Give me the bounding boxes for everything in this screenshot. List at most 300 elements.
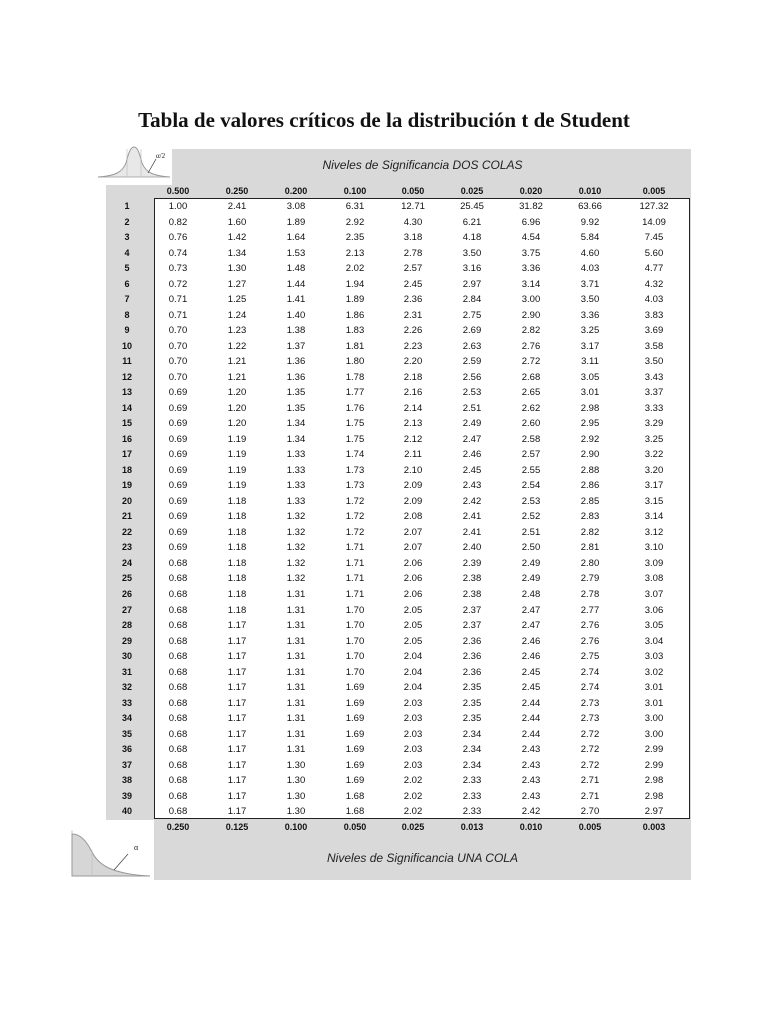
critical-value-cell: 2.49 bbox=[521, 557, 541, 569]
critical-value-cell: 3.36 bbox=[580, 309, 600, 321]
critical-value-cell: 2.73 bbox=[580, 713, 600, 725]
critical-value-cell: 1.71 bbox=[345, 589, 365, 600]
critical-value-cell: 2.36 bbox=[462, 635, 482, 647]
critical-value-cell: 2.04 bbox=[403, 682, 423, 694]
critical-value-cell: 3.05 bbox=[580, 371, 600, 383]
critical-value-cell: 2.69 bbox=[462, 325, 482, 337]
critical-value-cell: 2.50 bbox=[521, 542, 541, 554]
critical-value-cell: 2.36 bbox=[403, 294, 423, 306]
critical-value-cell: 0.82 bbox=[168, 216, 188, 228]
degrees-of-freedom-cell: 28 bbox=[121, 620, 132, 631]
critical-value-cell: 1.72 bbox=[345, 526, 365, 538]
critical-value-cell: 6.96 bbox=[521, 216, 541, 228]
critical-value-cell: 1.23 bbox=[227, 325, 247, 337]
critical-value-cell: 1.17 bbox=[227, 806, 247, 818]
critical-value-cell: 3.05 bbox=[644, 620, 664, 632]
critical-value-cell: 1.19 bbox=[227, 433, 247, 445]
critical-value-cell: 2.13 bbox=[403, 418, 423, 430]
critical-value-cell: 3.01 bbox=[644, 682, 664, 694]
degrees-of-freedom-cell: 38 bbox=[121, 775, 132, 786]
critical-value-cell: 2.65 bbox=[521, 387, 541, 399]
critical-value-cell: 2.82 bbox=[521, 325, 541, 337]
critical-value-cell: 2.99 bbox=[644, 759, 664, 771]
critical-value-cell: 2.26 bbox=[403, 325, 423, 337]
critical-value-cell: 1.83 bbox=[345, 325, 365, 337]
critical-value-cell: 1.69 bbox=[345, 775, 365, 787]
degrees-of-freedom-cell: 17 bbox=[121, 449, 132, 460]
degrees-of-freedom-cell: 22 bbox=[121, 526, 132, 537]
critical-value-cell: 2.16 bbox=[403, 387, 423, 399]
critical-value-cell: 2.75 bbox=[580, 651, 600, 663]
degrees-of-freedom-cell: 35 bbox=[121, 728, 132, 739]
critical-value-cell: 2.74 bbox=[580, 666, 600, 678]
critical-value-cell: 2.43 bbox=[462, 480, 482, 492]
degrees-of-freedom-cell: 2 bbox=[124, 216, 130, 227]
one-tail-level-header: 0.005 bbox=[578, 822, 602, 832]
critical-value-cell: 2.04 bbox=[403, 666, 423, 678]
critical-value-cell: 3.08 bbox=[644, 573, 664, 585]
critical-value-cell: 1.70 bbox=[345, 666, 365, 678]
degrees-of-freedom-cell: 40 bbox=[121, 806, 132, 817]
degrees-of-freedom-cell: 26 bbox=[121, 589, 132, 599]
critical-value-cell: 1.25 bbox=[227, 294, 247, 306]
critical-value-cell: 2.47 bbox=[462, 433, 482, 445]
critical-value-cell: 2.92 bbox=[345, 216, 365, 228]
critical-value-cell: 2.09 bbox=[403, 495, 423, 507]
critical-value-cell: 2.53 bbox=[462, 387, 482, 399]
critical-value-cell: 2.73 bbox=[580, 697, 600, 709]
critical-value-cell: 2.85 bbox=[580, 495, 600, 507]
critical-value-cell: 1.17 bbox=[227, 713, 247, 725]
critical-value-cell: 1.64 bbox=[286, 232, 306, 244]
critical-value-cell: 5.60 bbox=[644, 247, 664, 259]
degrees-of-freedom-cell: 15 bbox=[121, 418, 132, 429]
critical-value-cell: 2.33 bbox=[462, 790, 482, 802]
critical-value-cell: 2.59 bbox=[462, 356, 482, 368]
critical-value-cell: 2.06 bbox=[403, 589, 423, 600]
critical-value-cell: 3.50 bbox=[644, 356, 664, 368]
critical-value-cell: 3.22 bbox=[644, 449, 664, 461]
critical-value-cell: 2.03 bbox=[403, 728, 423, 740]
critical-value-cell: 1.30 bbox=[286, 806, 306, 818]
critical-value-cell: 3.11 bbox=[581, 356, 599, 368]
critical-value-cell: 0.69 bbox=[168, 495, 188, 507]
critical-value-cell: 0.69 bbox=[168, 387, 188, 399]
critical-value-cell: 1.86 bbox=[345, 309, 365, 321]
critical-value-cell: 2.05 bbox=[403, 604, 423, 616]
critical-value-cell: 1.22 bbox=[227, 340, 247, 352]
critical-value-cell: 2.72 bbox=[521, 356, 541, 368]
critical-value-cell: 3.50 bbox=[580, 294, 600, 306]
critical-value-cell: 2.41 bbox=[227, 201, 247, 212]
critical-value-cell: 0.69 bbox=[168, 511, 188, 523]
critical-value-cell: 1.32 bbox=[286, 511, 306, 523]
critical-value-cell: 1.32 bbox=[286, 557, 306, 569]
critical-value-cell: 1.38 bbox=[286, 325, 306, 337]
degrees-of-freedom-cell: 1 bbox=[124, 201, 130, 211]
critical-value-cell: 2.03 bbox=[403, 744, 423, 756]
critical-value-cell: 4.03 bbox=[580, 263, 600, 275]
critical-value-cell: 0.69 bbox=[168, 526, 188, 538]
critical-value-cell: 2.72 bbox=[580, 744, 600, 756]
critical-value-cell: 6.31 bbox=[345, 201, 365, 212]
critical-value-cell: 2.53 bbox=[521, 495, 541, 507]
critical-value-cell: 2.68 bbox=[521, 371, 541, 383]
critical-value-cell: 2.97 bbox=[644, 806, 664, 818]
critical-value-cell: 2.83 bbox=[580, 511, 600, 523]
critical-value-cell: 0.68 bbox=[168, 635, 188, 647]
critical-value-cell: 1.33 bbox=[286, 480, 306, 492]
critical-value-cell: 63.66 bbox=[578, 201, 602, 212]
critical-value-cell: 1.17 bbox=[227, 790, 247, 802]
critical-value-cell: 1.69 bbox=[345, 744, 365, 756]
critical-value-cell: 1.34 bbox=[286, 433, 306, 445]
critical-value-cell: 1.78 bbox=[345, 371, 365, 383]
one-tail-level-header: 0.025 bbox=[401, 822, 425, 832]
critical-value-cell: 2.42 bbox=[462, 495, 482, 507]
critical-value-cell: 2.07 bbox=[403, 526, 423, 538]
critical-value-cell: 25.45 bbox=[460, 201, 484, 212]
critical-value-cell: 2.02 bbox=[403, 775, 423, 787]
critical-value-cell: 1.35 bbox=[286, 402, 306, 414]
critical-value-cell: 2.70 bbox=[580, 806, 600, 818]
critical-value-cell: 2.55 bbox=[521, 464, 541, 476]
critical-value-cell: 3.43 bbox=[644, 371, 664, 383]
critical-value-cell: 4.03 bbox=[644, 294, 664, 306]
critical-value-cell: 2.47 bbox=[521, 604, 541, 616]
degrees-of-freedom-cell: 21 bbox=[121, 511, 132, 522]
critical-value-cell: 3.58 bbox=[644, 340, 664, 352]
critical-value-cell: 2.03 bbox=[403, 697, 423, 709]
critical-value-cell: 2.06 bbox=[403, 557, 423, 569]
critical-value-cell: 2.44 bbox=[521, 697, 541, 709]
critical-value-cell: 1.30 bbox=[227, 263, 247, 275]
critical-value-cell: 3.17 bbox=[580, 340, 600, 352]
critical-value-cell: 3.29 bbox=[644, 418, 664, 430]
critical-value-cell: 2.43 bbox=[521, 775, 541, 787]
critical-value-cell: 0.69 bbox=[168, 542, 188, 554]
critical-value-cell: 3.00 bbox=[644, 713, 664, 725]
critical-value-cell: 2.49 bbox=[521, 573, 541, 585]
degrees-of-freedom-cell: 7 bbox=[124, 294, 130, 305]
critical-value-cell: 2.18 bbox=[403, 371, 423, 383]
critical-value-cell: 1.77 bbox=[345, 387, 365, 399]
critical-value-cell: 3.36 bbox=[521, 263, 541, 275]
critical-value-cell: 1.17 bbox=[227, 759, 247, 771]
two-tail-level-header: 0.200 bbox=[284, 186, 308, 196]
critical-value-cell: 1.17 bbox=[227, 744, 247, 756]
degrees-of-freedom-cell: 10 bbox=[121, 340, 132, 351]
critical-value-cell: 2.51 bbox=[521, 526, 541, 538]
critical-value-cell: 0.68 bbox=[168, 759, 188, 771]
critical-value-cell: 2.54 bbox=[521, 480, 541, 492]
critical-value-cell: 1.21 bbox=[227, 371, 247, 383]
critical-value-cell: 1.18 bbox=[227, 573, 247, 585]
critical-value-cell: 2.42 bbox=[521, 806, 541, 818]
critical-value-cell: 2.46 bbox=[462, 449, 482, 461]
one-tail-heading: Niveles de Significancia UNA COLA bbox=[327, 851, 518, 865]
critical-value-cell: 1.31 bbox=[286, 682, 306, 694]
critical-value-cell: 0.68 bbox=[168, 790, 188, 802]
critical-value-cell: 1.73 bbox=[345, 464, 365, 476]
two-tail-level-header: 0.050 bbox=[401, 186, 425, 196]
critical-value-cell: 1.33 bbox=[286, 449, 306, 461]
critical-value-cell: 2.45 bbox=[521, 666, 541, 678]
critical-value-cell: 1.18 bbox=[227, 542, 247, 554]
degrees-of-freedom-cell: 29 bbox=[121, 635, 132, 646]
critical-value-cell: 1.17 bbox=[227, 651, 247, 663]
critical-value-cell: 1.71 bbox=[345, 573, 365, 585]
critical-value-cell: 0.68 bbox=[168, 666, 188, 678]
critical-value-cell: 1.68 bbox=[345, 806, 365, 818]
critical-value-cell: 1.32 bbox=[286, 542, 306, 554]
critical-value-cell: 2.38 bbox=[462, 573, 482, 585]
critical-value-cell: 2.90 bbox=[521, 309, 541, 321]
critical-value-cell: 1.30 bbox=[286, 790, 306, 802]
critical-value-cell: 2.47 bbox=[521, 620, 541, 632]
critical-value-cell: 0.69 bbox=[168, 480, 188, 492]
critical-value-cell: 2.33 bbox=[462, 806, 482, 818]
critical-value-cell: 1.44 bbox=[286, 278, 306, 290]
critical-value-cell: 1.70 bbox=[345, 620, 365, 632]
critical-value-cell: 1.89 bbox=[345, 294, 365, 306]
critical-value-cell: 2.45 bbox=[462, 464, 482, 476]
critical-value-cell: 2.48 bbox=[521, 589, 541, 600]
degrees-of-freedom-cell: 12 bbox=[121, 371, 132, 382]
critical-value-cell: 3.18 bbox=[403, 232, 423, 244]
critical-value-cell: 1.33 bbox=[286, 495, 306, 507]
critical-value-cell: 3.01 bbox=[644, 697, 664, 709]
critical-value-cell: 1.70 bbox=[345, 635, 365, 647]
critical-value-cell: 2.39 bbox=[462, 557, 482, 569]
critical-value-cell: 0.68 bbox=[168, 728, 188, 740]
critical-value-cell: 2.23 bbox=[403, 340, 423, 352]
critical-value-cell: 0.68 bbox=[168, 713, 188, 725]
critical-value-cell: 2.45 bbox=[521, 682, 541, 694]
critical-value-cell: 2.72 bbox=[580, 728, 600, 740]
critical-value-cell: 0.73 bbox=[168, 263, 188, 275]
degrees-of-freedom-cell: 13 bbox=[121, 387, 132, 398]
degrees-of-freedom-cell: 37 bbox=[121, 759, 132, 770]
critical-value-cell: 2.05 bbox=[403, 635, 423, 647]
critical-value-cell: 1.37 bbox=[286, 340, 306, 352]
critical-value-cell: 0.69 bbox=[168, 433, 188, 445]
critical-value-cell: 1.80 bbox=[345, 356, 365, 368]
degrees-of-freedom-cell: 23 bbox=[121, 542, 132, 553]
one-tail-level-header: 0.125 bbox=[225, 822, 249, 832]
critical-value-cell: 3.33 bbox=[644, 402, 664, 414]
critical-value-cell: 1.31 bbox=[286, 589, 306, 600]
critical-value-cell: 1.31 bbox=[286, 635, 306, 647]
critical-value-cell: 1.53 bbox=[286, 247, 306, 259]
critical-value-cell: 1.69 bbox=[345, 682, 365, 694]
critical-value-cell: 1.31 bbox=[286, 620, 306, 632]
critical-value-cell: 2.08 bbox=[403, 511, 423, 523]
critical-value-cell: 1.40 bbox=[286, 309, 306, 321]
critical-value-cell: 2.98 bbox=[580, 402, 600, 414]
two-tail-level-header: 0.020 bbox=[519, 186, 543, 196]
critical-value-cell: 1.69 bbox=[345, 728, 365, 740]
critical-value-cell: 1.48 bbox=[286, 263, 306, 275]
critical-value-cell: 2.79 bbox=[580, 573, 600, 585]
critical-value-cell: 0.68 bbox=[168, 557, 188, 569]
critical-value-cell: 1.17 bbox=[227, 775, 247, 787]
critical-value-cell: 1.18 bbox=[227, 604, 247, 616]
critical-value-cell: 1.73 bbox=[345, 480, 365, 492]
critical-value-cell: 3.00 bbox=[521, 294, 541, 306]
critical-value-cell: 3.50 bbox=[462, 247, 482, 259]
critical-value-cell: 2.02 bbox=[403, 806, 423, 818]
critical-value-cell: 2.36 bbox=[462, 666, 482, 678]
critical-value-cell: 0.76 bbox=[168, 232, 188, 244]
critical-value-cell: 2.90 bbox=[580, 449, 600, 461]
critical-value-cell: 3.75 bbox=[521, 247, 541, 259]
critical-value-cell: 1.20 bbox=[227, 387, 247, 399]
critical-value-cell: 1.71 bbox=[345, 542, 365, 554]
critical-value-cell: 0.71 bbox=[168, 309, 188, 321]
degrees-of-freedom-cell: 11 bbox=[122, 356, 132, 367]
critical-value-cell: 2.81 bbox=[580, 542, 600, 554]
critical-value-cell: 2.02 bbox=[345, 263, 365, 275]
critical-value-cell: 1.18 bbox=[227, 526, 247, 538]
critical-value-cell: 1.35 bbox=[286, 387, 306, 399]
critical-value-cell: 2.56 bbox=[462, 371, 482, 383]
critical-value-cell: 2.43 bbox=[521, 744, 541, 756]
critical-value-cell: 2.34 bbox=[462, 744, 482, 756]
critical-value-cell: 1.17 bbox=[227, 635, 247, 647]
critical-value-cell: 2.99 bbox=[644, 744, 664, 756]
degrees-of-freedom-cell: 20 bbox=[121, 495, 132, 506]
critical-value-cell: 2.35 bbox=[345, 232, 365, 244]
critical-value-cell: 1.17 bbox=[227, 620, 247, 632]
critical-value-cell: 1.60 bbox=[227, 216, 247, 228]
critical-value-cell: 0.68 bbox=[168, 806, 188, 818]
degrees-of-freedom-cell: 24 bbox=[121, 557, 132, 568]
critical-value-cell: 3.09 bbox=[644, 557, 664, 569]
critical-value-cell: 1.94 bbox=[345, 278, 365, 290]
two-tail-level-header: 0.250 bbox=[225, 186, 249, 196]
critical-value-cell: 2.84 bbox=[462, 294, 482, 306]
critical-value-cell: 1.41 bbox=[286, 294, 306, 306]
critical-value-cell: 0.68 bbox=[168, 697, 188, 709]
critical-value-cell: 2.43 bbox=[521, 790, 541, 802]
degrees-of-freedom-cell: 4 bbox=[124, 247, 130, 258]
critical-value-cell: 0.68 bbox=[168, 620, 188, 632]
critical-value-cell: 4.32 bbox=[644, 278, 664, 290]
critical-value-cell: 1.17 bbox=[227, 666, 247, 678]
critical-value-cell: 1.27 bbox=[227, 278, 247, 290]
critical-value-cell: 127.32 bbox=[639, 201, 669, 212]
critical-value-cell: 2.45 bbox=[403, 278, 423, 290]
one-tail-level-header: 0.003 bbox=[642, 822, 666, 832]
critical-value-cell: 3.16 bbox=[462, 263, 482, 275]
critical-value-cell: 1.70 bbox=[345, 651, 365, 663]
critical-value-cell: 1.32 bbox=[286, 573, 306, 585]
critical-value-cell: 3.02 bbox=[644, 666, 664, 678]
two-tail-level-header: 0.005 bbox=[642, 186, 666, 196]
one-tail-level-header: 0.013 bbox=[460, 822, 484, 832]
critical-value-cell: 2.51 bbox=[462, 402, 482, 414]
critical-value-cell: 2.62 bbox=[521, 402, 541, 414]
critical-value-cell: 2.07 bbox=[403, 542, 423, 554]
critical-value-cell: 2.78 bbox=[580, 589, 600, 600]
critical-value-cell: 2.10 bbox=[403, 464, 423, 476]
critical-value-cell: 2.41 bbox=[462, 526, 482, 538]
critical-value-cell: 1.72 bbox=[345, 511, 365, 523]
critical-value-cell: 2.38 bbox=[462, 589, 482, 600]
critical-value-cell: 0.72 bbox=[168, 278, 188, 290]
critical-value-cell: 2.58 bbox=[521, 433, 541, 445]
critical-value-cell: 2.88 bbox=[580, 464, 600, 476]
alpha-half-label: α/2 bbox=[156, 152, 166, 160]
degrees-of-freedom-cell: 32 bbox=[121, 682, 132, 693]
critical-value-cell: 1.18 bbox=[227, 495, 247, 507]
critical-value-cell: 2.03 bbox=[403, 713, 423, 725]
critical-value-cell: 1.71 bbox=[345, 557, 365, 569]
critical-value-cell: 0.68 bbox=[168, 651, 188, 663]
critical-value-cell: 1.36 bbox=[286, 356, 306, 368]
critical-value-cell: 2.63 bbox=[462, 340, 482, 352]
degrees-of-freedom-cell: 19 bbox=[121, 480, 132, 491]
critical-value-cell: 0.71 bbox=[168, 294, 188, 306]
critical-value-cell: 2.75 bbox=[462, 309, 482, 321]
critical-value-cell: 1.31 bbox=[286, 744, 306, 756]
degrees-of-freedom-cell: 34 bbox=[121, 713, 132, 724]
critical-value-cell: 2.77 bbox=[580, 604, 600, 616]
critical-value-cell: 0.69 bbox=[168, 418, 188, 430]
degrees-of-freedom-cell: 27 bbox=[121, 604, 132, 615]
degrees-of-freedom-cell: 25 bbox=[121, 573, 132, 584]
critical-value-cell: 1.89 bbox=[286, 216, 306, 228]
critical-value-cell: 1.34 bbox=[227, 247, 247, 259]
critical-value-cell: 2.76 bbox=[580, 620, 600, 632]
two-tail-level-header: 0.500 bbox=[166, 186, 190, 196]
critical-value-cell: 2.37 bbox=[462, 604, 482, 616]
critical-value-cell: 0.68 bbox=[168, 775, 188, 787]
critical-value-cell: 1.30 bbox=[286, 759, 306, 771]
critical-value-cell: 0.70 bbox=[168, 371, 188, 383]
degrees-of-freedom-cell: 18 bbox=[121, 464, 132, 475]
critical-value-cell: 1.74 bbox=[345, 449, 365, 461]
one-tail-level-header: 0.100 bbox=[284, 822, 308, 832]
degrees-of-freedom-cell: 39 bbox=[121, 790, 132, 801]
degrees-of-freedom-cell: 9 bbox=[124, 325, 130, 336]
critical-value-cell: 1.17 bbox=[227, 697, 247, 709]
critical-value-cell: 0.69 bbox=[168, 402, 188, 414]
two-tail-heading: Niveles de Significancia DOS COLAS bbox=[322, 158, 523, 172]
page-title: Tabla de valores críticos de la distribución t de Student bbox=[138, 108, 630, 132]
critical-value-cell: 2.34 bbox=[462, 759, 482, 771]
critical-value-cell: 1.19 bbox=[227, 480, 247, 492]
critical-value-cell: 1.34 bbox=[286, 418, 306, 430]
critical-value-cell: 3.14 bbox=[644, 511, 664, 523]
critical-value-cell: 2.86 bbox=[580, 480, 600, 492]
critical-value-cell: 2.57 bbox=[403, 263, 423, 275]
degrees-of-freedom-cell: 31 bbox=[121, 666, 132, 677]
critical-value-cell: 3.08 bbox=[286, 201, 306, 212]
critical-value-cell: 3.14 bbox=[521, 278, 541, 290]
critical-value-cell: 2.03 bbox=[403, 759, 423, 771]
critical-value-cell: 1.31 bbox=[286, 666, 306, 678]
critical-value-cell: 2.98 bbox=[644, 775, 664, 787]
critical-value-cell: 5.84 bbox=[580, 232, 600, 244]
critical-value-cell: 31.82 bbox=[519, 201, 543, 212]
critical-value-cell: 2.92 bbox=[580, 433, 600, 445]
critical-value-cell: 1.31 bbox=[286, 651, 306, 663]
critical-value-cell: 1.20 bbox=[227, 402, 247, 414]
critical-value-cell: 3.71 bbox=[580, 278, 600, 290]
critical-value-cell: 1.76 bbox=[345, 402, 365, 414]
